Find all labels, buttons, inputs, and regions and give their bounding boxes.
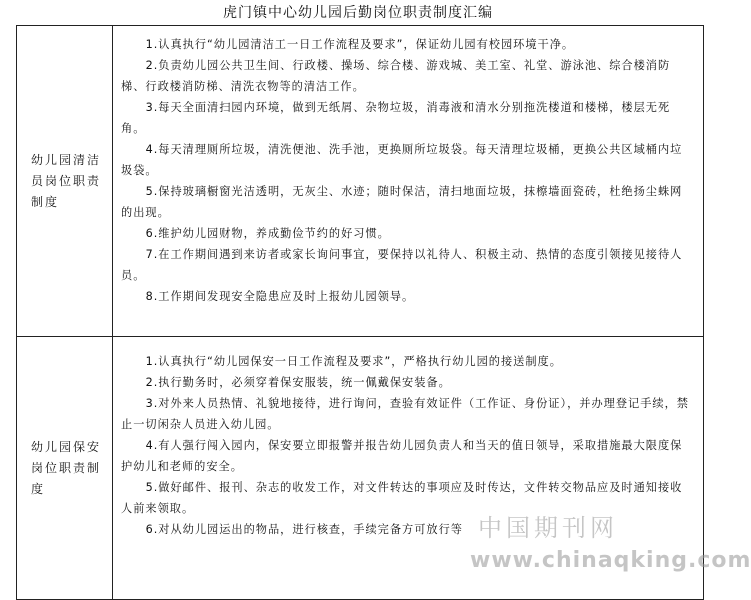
- duty-item: 5.做好邮件、报刊、杂志的收发工作，对文件转达的事项应及时传达，文件转交物品应及时通知接收人前来领取。: [121, 481, 683, 515]
- watermark-name: 中国期刊网: [478, 514, 618, 542]
- table-row: [17, 26, 704, 337]
- duties-cell-cleaner: [113, 26, 704, 337]
- duty-item: 1.认真执行“幼儿园保安一日工作流程及要求”，严格执行幼儿园的接送制度。: [145, 355, 562, 368]
- duty-item: 7.在工作期间遇到来访者或家长询问事宜，要保持以礼待人、积极主动、热情的态度引领接见接待人员。: [121, 248, 683, 282]
- duty-item: 5.保持玻璃橱窗光洁透明，无灰尘、水迹；随时保洁，清扫地面垃圾，抹檫墙面瓷砖，杜绝扬尘蛛网的出现。: [121, 185, 683, 219]
- duty-item: 1.认真执行“幼儿园清洁工一日工作流程及要求”，保证幼儿园有校园环境干净。: [145, 38, 575, 51]
- duty-item: 4.有人强行闯入园内，保安要立即报警并报告幼儿园负责人和当天的值日领导，采取措施最大限度保护幼儿和老师的安全。: [121, 439, 683, 473]
- duty-item: 4.每天清理厕所垃圾，清洗便池、洗手池，更换厕所垃圾袋。每天清理垃圾桶，更换公共区域桶内垃圾袋。: [121, 143, 683, 177]
- duty-item: 2.负责幼儿园公共卫生间、行政楼、操场、综合楼、游戏城、美工室、礼堂、游泳池、综合楼消防梯、行政楼消防梯、清洗衣物等的清洁工作。: [121, 59, 671, 93]
- duty-item: 3.每天全面清扫园内环境，做到无纸屑、杂物垃圾，消毒液和清水分别拖洗楼道和楼梯，楼层无死角。: [121, 101, 671, 135]
- duty-item: 6.维护幼儿园财物，养成勤俭节约的好习惯。: [145, 227, 390, 240]
- role-cell-security: 幼儿园保安岗位职责制度: [17, 337, 113, 600]
- document-title: 虎门镇中心幼儿园后勤岗位职责制度汇编: [223, 5, 493, 21]
- watermark-url: www.chinaqking.com: [470, 548, 751, 573]
- role-cell-cleaner: 幼儿园清洁员岗位职责制度: [17, 26, 113, 337]
- duty-item: 6.对从幼儿园运出的物品，进行核查，手续完备方可放行等: [145, 523, 463, 536]
- duty-item: 3.对外来人员热情、礼貌地接待，进行询问，查验有效证件（工作证、身份证），并办理登记手续，禁止一切闲杂人员进入幼儿园。: [121, 397, 689, 431]
- duty-item: 2.执行勤务时，必须穿着保安服装，统一佩戴保安装备。: [145, 376, 451, 389]
- duty-item: 8.工作期间发现安全隐患应及时上报幼儿园领导。: [145, 290, 415, 303]
